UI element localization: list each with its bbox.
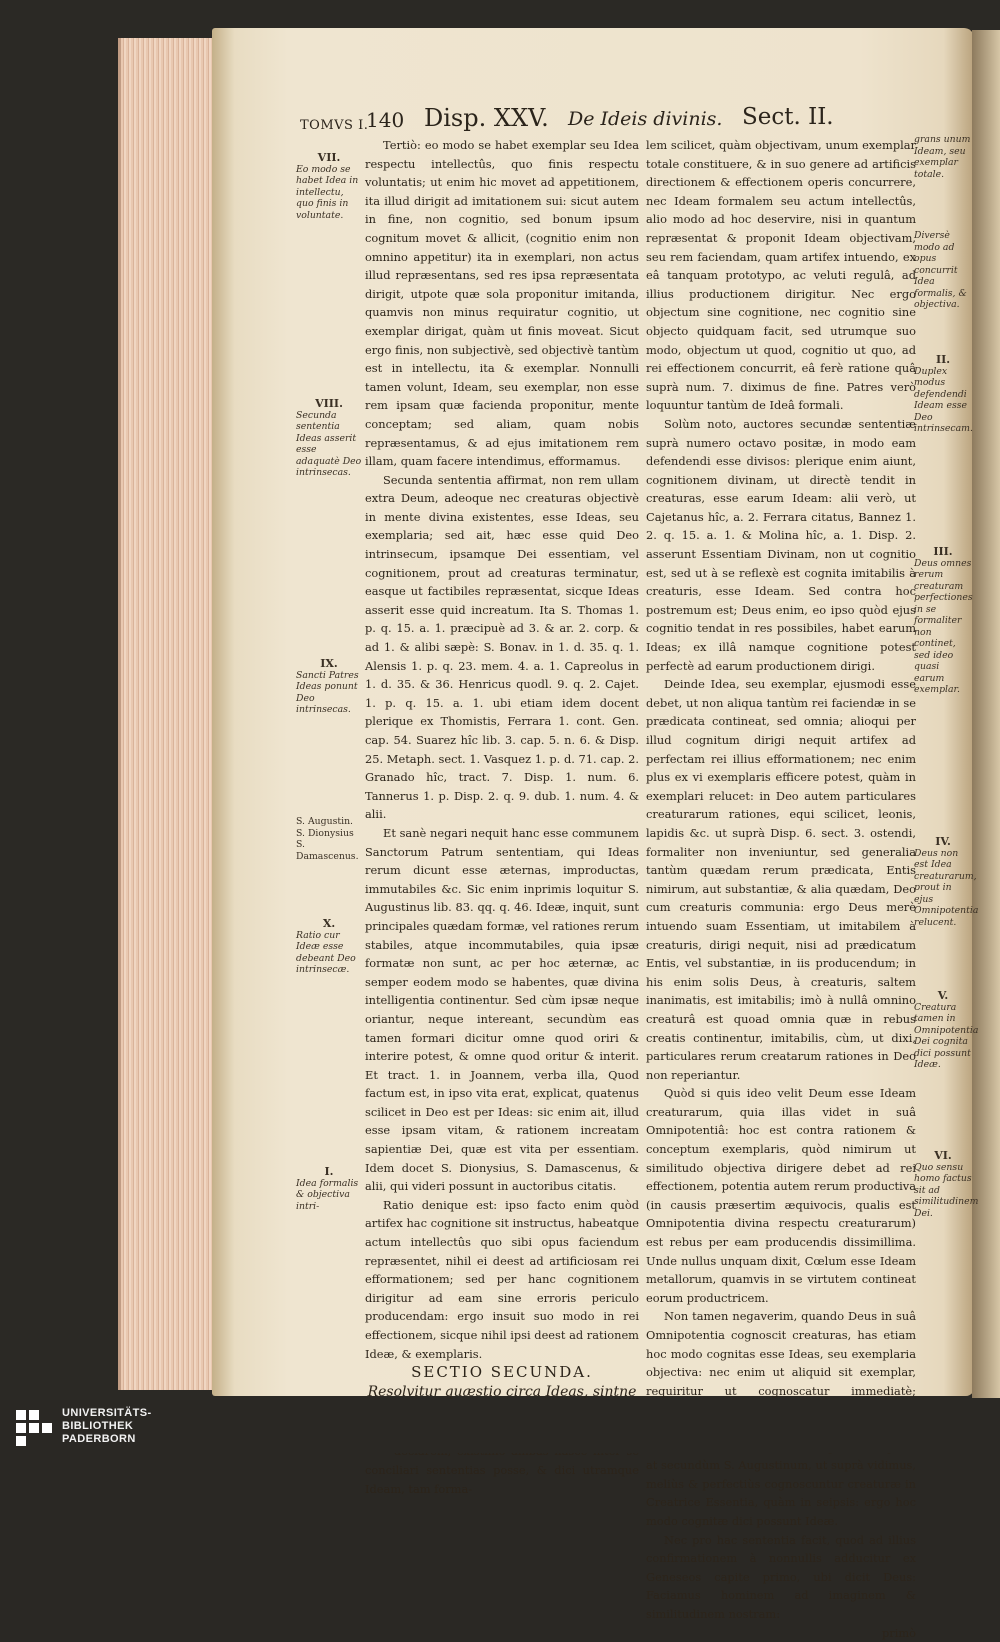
- margin-note: [914, 134, 972, 180]
- paragraph: Nec pro hac sententia facit, quod ad illius confirmationem à nonnullis adducitur ex Geneseos capite primo, ubi dicit Deus: Faciamus hominem ad imaginem & similitudinem nostram:: [646, 1531, 916, 1624]
- paragraph: Deinde Idea, seu exemplar, ejusmodi esse debet, ut non aliqua tantùm rei faciendæ in se prædicata contineat, sed omnia; alioqui per illud cognitum dirigi nequit artifex ad perfectam rei illius efformationem; nec enim plus ex vi exemplaris efficere potest, quàm in exemplari relucet: in Deo autem particulares creaturarum rationes, equi scilicet, leonis, lapidis &c. ut suprà Disp. 6. sect. 3. ostendi, formaliter non inveniuntur, sed generalia tantùm quædam rerum prædicata, Entis nimirum, aut substantiæ, & alia quædam, Deo cum creaturis communia: ergo Deus merè intuendo suam Essentiam, ut imitabilem à creaturis, dirigi nequit, nisi ad prædicatum Entis, vel substantiæ, in iis producendum; in his enim solis Deus, à creaturis, saltem inanimatis, est imitabilis; imò à nullâ omnino creaturâ est quoad omnia quæ in rebus creatis continentur, imitabilis, cùm, ut dixi, particulares rerum creatarum rationes in Deo non reperiantur.: [646, 675, 916, 1084]
- section-heading: SECTIO SECUNDA.: [365, 1363, 639, 1382]
- note-text: Duplex modus defendendi Ideam esse Deo intrinsecam.: [914, 366, 973, 435]
- paragraph: Tertiò: eo modo se habet exemplar seu Idea respectu intellectûs, quo finis respectu voluntatis; ut enim hic movet ad appetitionem, ita illud dirigit ad imitationem sui: sicut autem in fine, non cognitio, sed bonum ipsum cognitum movet & allicit, (cognitio enim non omnino appetitur) ita in exemplari, non actus illud repræsentans, sed res ipsa repræsentata dirigit, utpote quæ sola proponitur imitanda, quamvis non minus requiratur cognitio, ut exemplar dirigat, quàm ut finis moveat. Sicut ergo finis, non subjectivè, sed objectivè tantùm est in intellectu, ita & exemplar. Nonnulli tamen volunt, Ideam, seu exemplar, non esse rem ipsam quæ facienda proponitur, mente conceptam; sed aliam, quam nobis repræsentamus, & ad ejus imitationem rem illam, quam facere intendimus, efformamus.: [365, 136, 639, 471]
- paragraph: Solùm noto, auctores secundæ sententiæ suprà numero octavo positæ, in modo eam defendendi esse divisos: plerique enim aiunt, cognitionem divinam, ut directè tendit in creaturas, esse earum Ideam: alii verò, ut Cajetanus hîc, a. 2. Ferrara citatus, Bannez 1. 2. q. 15. a. 1. & Molina hîc, a. 1. Disp. 2. asserunt Essentiam Divinam, non ut cognitio est, sed ut à se reflexè est cognita imitabilis à creaturis, esse Ideam. Sed contra hoc postremum est; Deus enim, eo ipso quòd ejus cognitio tendat in res possibiles, habet earum Ideas; ex illâ namque cognitione potest perfectè ad earum productionem dirigi.: [646, 415, 916, 675]
- note-text: Deus omnes rerum creaturam perfectiones in se formaliter non continet, sed ideo quasi earum exemplar.: [914, 558, 973, 696]
- note-number: III.: [914, 546, 972, 558]
- page-block-edge: [118, 38, 217, 1390]
- logo-line: UNIVERSITÄTS-: [62, 1407, 152, 1420]
- margin-note: [914, 990, 972, 1071]
- margin-note: [296, 152, 362, 221]
- margin-note: [296, 658, 362, 716]
- paragraph: Quòd si quis ideo velit Deum esse Ideam creaturarum, quia illas videt in suâ Omnipotentiâ: hoc est contra rationem & conceptum exemplaris, quòd nimirum ut similitudo objectiva dirigere debet ad rei effectionem, potentia autem rerum productiva (in causis præsertim æquivocis, qualis est Omnipotentia divina respectu creaturarum) est rebus per eam producendis dissimillima. Unde nullus unquam dixit, Cœlum esse Ideam metallorum, quamvis in se virtutem contineat eorum productricem.: [646, 1084, 916, 1307]
- margin-note: [296, 816, 362, 862]
- facing-page-edge: [972, 30, 1000, 1398]
- note-text: grans unum Ideam, seu exemplar totale.: [914, 134, 970, 180]
- note-text: Diversè modo ad opus concurrit Idea formalis, & objectiva.: [914, 230, 967, 310]
- library-logo-icon: [14, 1408, 54, 1448]
- catchword: primò: [646, 1624, 916, 1642]
- header-title: De Ideis divinis.: [568, 108, 722, 130]
- note-text: S. Augustin. S. Dionysius S. Damascenus.: [296, 816, 359, 862]
- note-number: VII.: [296, 152, 362, 164]
- note-text: Sancti Patres Ideas ponunt Deo intrinsecas.: [296, 670, 359, 716]
- note-text: Creatura tamen in Omnipotentia Dei cognita dici possunt Ideæ.: [914, 1002, 978, 1071]
- note-number: IX.: [296, 658, 362, 670]
- logo-line: PADERBORN: [62, 1433, 152, 1446]
- margin-note: [296, 918, 362, 976]
- note-number: V.: [914, 990, 972, 1002]
- margin-note: [914, 1150, 972, 1219]
- left-text-column: [365, 136, 639, 1498]
- paragraph: lem scilicet, quàm objectivam, unum exemplar totale constituere, & in suo genere ad artificis directionem & effectionem operis concurrere, nec Ideam formalem seu actum intellectûs, alio modo ad hoc deservire, nisi in quantum repræsentat & proponit Ideam objectivam, seu rem faciendam, quam artifex intuendo, ex eâ tanquam prototypo, ac veluti regulâ, ad illius productionem dirigitur. Nec ergo objectum sine cognitione, nec cognitio sine objecto quidquam facit, sed utrumque suo modo, objectum ut quod, cognitio ut quo, ad rei effectionem concurrit, eâ ferè ratione quâ suprà num. 7. diximus de fine. Patres verò loquuntur tantùm de Ideâ formali.: [646, 136, 916, 415]
- logo-line: BIBLIOTHEK: [62, 1420, 152, 1433]
- paragraph: Ratio denique est: ipso facto enim quòd artifex hac cognitione sit instructus, habeatque actum intellectûs quo sibi opus faciendum repræsentet, nihil ei deest ad artificiosam rei efformationem; sed per hanc cognitionem dirigitur ad eam sine erroris periculo producendam: ergo insuit suo modo in rei effectionem, sicque nihil ipsi deest ad rationem Ideæ, & exemplaris.: [365, 1196, 639, 1363]
- margin-note: [914, 354, 972, 435]
- note-number: II.: [914, 354, 972, 366]
- section-subheading: Resolvitur quæstio circa Ideas, sintne: [365, 1382, 639, 1424]
- margin-note: [914, 230, 972, 311]
- section-label: Sect. II.: [742, 104, 834, 130]
- margin-note: [914, 836, 972, 928]
- page-number: 140: [366, 108, 404, 132]
- margin-note: [296, 1166, 362, 1212]
- library-logo-bar: [0, 1400, 1000, 1453]
- paragraph: Et sanè negari nequit hanc esse communem Sanctorum Patrum sententiam, qui Ideas rerum dicunt esse æternas, improductas, immutabiles &c. Sic enim inprimis loquitur S. Augustinus lib. 83. qq. q. 46. Ideæ, inquit, sunt principales quædam formæ, vel rationes rerum stabiles, atque incommutabiles, quia ipsæ formatæ non sunt, ac per hoc æternæ, ac semper eodem modo se habentes, quæ divina intelligentia continentur. Sed cùm ipsæ neque oriantur, neque intereant, secundùm eas tamen formari dicitur omne quod oriri & interire potest, & omne quod oritur & interit. Et tract. 1. in Joannem, verba illa, Quod factum est, in ipso vita erat, explicat, quatenus scilicet in Deo est per Ideas: sic enim ait, illud esse ipsam vitam, & rationem increatam sapientiæ Dei, quæ est vita per essentiam. Idem docet S. Dionysius, S. Damascenus, & alii, qui videri possunt in auctoribus citatis.: [365, 824, 639, 1196]
- running-header: [300, 104, 860, 138]
- note-number: X.: [296, 918, 362, 930]
- volume-label: TOMVS I.: [300, 118, 368, 133]
- margin-note: [914, 546, 972, 696]
- note-text: Eo modo se habet Idea in intellectu, quo finis in voluntate.: [296, 164, 358, 221]
- margin-note: [296, 398, 362, 479]
- paragraph: Secunda sententia affirmat, non rem ullam extra Deum, adeoque nec creaturas objectivè in mente divina existentes, esse Ideas, seu exemplaria; sed ait, hæc esse quid Deo intrinsecum, ipsamque Dei essentiam, vel cognitionem, prout ad creaturas terminatur, easque ut factibiles repræsentat, sicque Ideas asserit esse quid increatum. Ita S. Thomas 1. p. q. 15. a. 1. præcipuè ad 3. & ar. 2. corp. & ad 1. & alibi sæpè: S. Bonav. in 1. d. 35. q. 1. Alensis 1. p. q. 23. mem. 4. a. 1. Capreolus in 1. d. 35. & 36. Henricus quodl. 9. q. 2. Cajet. 1. p. q. 15. a. 1. ubi etiam idem docent plerique ex Thomistis, Ferrara 1. cont. Gen. cap. 54. Suarez hîc lib. 3. cap. 5. n. 6. & Disp. 25. Metaph. sect. 1. Vasquez 1. p. d. 71. cap. 2. Granado hîc, tract. 7. Disp. 1. num. 6. Tannerus 1. p. Disp. 2. q. 9. dub. 1. num. 4. & alii.: [365, 471, 639, 824]
- note-number: IV.: [914, 836, 972, 848]
- note-number: I.: [296, 1166, 362, 1178]
- disputation-label: Disp. XXV.: [424, 104, 549, 132]
- note-text: Idea formalis & objectiva intri-: [296, 1178, 358, 1212]
- library-logo-text: [62, 1407, 152, 1446]
- note-text: Deus non est Idea creaturarum, prout in ejus Omnipotentia relucent.: [914, 848, 978, 928]
- note-number: VIII.: [296, 398, 362, 410]
- paragraph: Non tamen negaverim, quando Deus in suâ Omnipotentia cognoscit creaturas, has etiam hoc modo cognitas esse Ideas, seu exemplaria objectiva: nec enim ut aliquid sit exemplar, requiritur ut cognoscatur immediatè; at secundùm S. Augustinum, ut suprà vidimus, meliùs & perfectiùs cognoscuntur creaturæ in Creatrice Essentia, quàm in seipsis: ergo hoc modo cognitæ dici possunt Ideæ.: [646, 1307, 916, 1530]
- note-text: Quo sensu homo factus sit ad similitudinem Dei.: [914, 1162, 978, 1219]
- paragraph-text: conciliari sententias posse, & dici utramque Ideam, tam forma-: [365, 1426, 639, 1496]
- note-number: VI.: [914, 1150, 972, 1162]
- note-text: Secunda sententia Ideas asserit esse adaquatè Deo intrinsecas.: [296, 410, 361, 479]
- note-text: Ratio cur Ideæ esse debeant Deo intrinsecæ.: [296, 930, 356, 976]
